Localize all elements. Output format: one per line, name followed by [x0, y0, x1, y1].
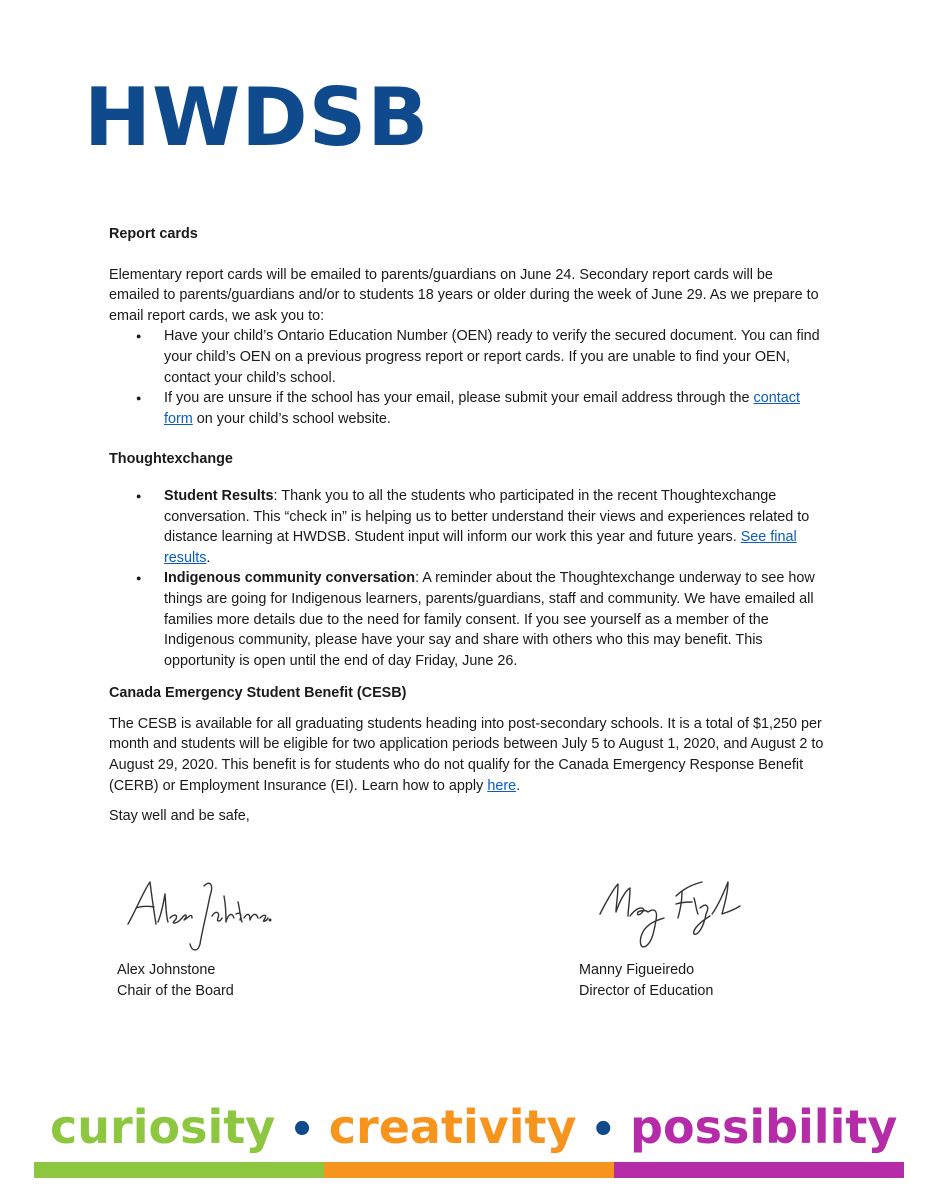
bullet-oen-text: Have your child’s Ontario Education Number (OEN) ready to verify the secured document. You can find your child’s OEN on a previous progress report or report cards. If you are unable to find your OEN, contact your child’s school. [164, 328, 820, 386]
tagline-curiosity: curiosity [50, 1100, 276, 1154]
indigenous-text: : A reminder about the Thoughtexchange underway to see how things are going for Indigenous learners, parents/guardians, staff and community. We have emailed all families more details due to the need for family consent. If you see yourself as a member of the Indigenous community, please have your say and share with others who this may benefit. This opportunity is open until the end of day Friday, June 26. [164, 570, 815, 669]
closing-line: Stay well and be safe, [109, 808, 250, 825]
see-final-results-link[interactable]: See final results [164, 529, 797, 566]
signatory-1 [117, 960, 234, 1002]
footer-bar-purple [614, 1162, 904, 1178]
list-item [164, 326, 824, 388]
hwdsb-logo: HWDSB [84, 71, 430, 164]
cesb-paragraph [109, 714, 824, 796]
alex-johnstone-signature [122, 872, 272, 954]
signatory-2 [579, 960, 713, 1002]
contact-form-link[interactable]: contact form [164, 390, 800, 427]
tagline-possibility: possibility [630, 1100, 898, 1154]
signatory-name: Alex Johnstone [117, 962, 216, 978]
report-cards-list [109, 326, 824, 429]
bullet-email-text-end: on your child’s school website. [192, 410, 391, 427]
footer-bar-orange [324, 1162, 614, 1178]
cesb-end: . [516, 777, 521, 794]
thoughtexchange-list [109, 486, 824, 671]
letter-body [109, 224, 824, 827]
bullet-email-text: If you are unsure if the school has your email, please submit your email address through the [164, 390, 754, 407]
cesb-body: The CESB is available for all graduating students heading into post-secondary schools. It is a total of $1,250 per month and students will be eligible for two application periods between July 5 to August 1, 2020, and August 2 to August 29, 2020. This benefit is for students who do not qualify for the Canada Emergency Response Benefit (CERB) or Employment Insurance (EI). Learn how to apply [109, 715, 824, 794]
signatory-title: Chair of the Board [117, 983, 234, 999]
footer-tagline [50, 1100, 898, 1154]
student-results-lead: Student Results [164, 487, 274, 504]
signatory-name: Manny Figueiredo [579, 962, 695, 978]
apply-here-link[interactable]: here [487, 777, 517, 794]
tagline-creativity: creativity [328, 1100, 577, 1154]
list-item [164, 486, 824, 568]
thoughtexchange-heading: Thoughtexchange [109, 451, 233, 468]
manny-figueiredo-signature [594, 870, 744, 952]
report-cards-intro: Elementary report cards will be emailed to parents/guardians on June 24. Secondary report cards will be emailed to parents/guardians and/or to students 18 years or older during the week of June 29. As we prepare to email report cards, we ask you to: [109, 266, 819, 324]
student-results-text: : Thank you to all the students who participated in the recent Thoughtexchange conversation. This “check in” is helping us to better understand their views and experiences related to distance learning at HWDSB. Student input will inform our work this year and future years. [164, 487, 810, 546]
student-results-end: . [206, 549, 211, 566]
footer-bar-green [34, 1162, 324, 1178]
report-cards-heading: Report cards [109, 226, 198, 242]
list-item [164, 388, 824, 429]
indigenous-lead: Indigenous community conversation [164, 570, 416, 587]
tagline-dot-1: • [289, 1107, 315, 1153]
signatory-title: Director of Education [579, 983, 714, 999]
list-item [164, 568, 824, 671]
cesb-heading: Canada Emergency Student Benefit (CESB) [109, 685, 407, 702]
tagline-dot-2: • [590, 1107, 617, 1153]
